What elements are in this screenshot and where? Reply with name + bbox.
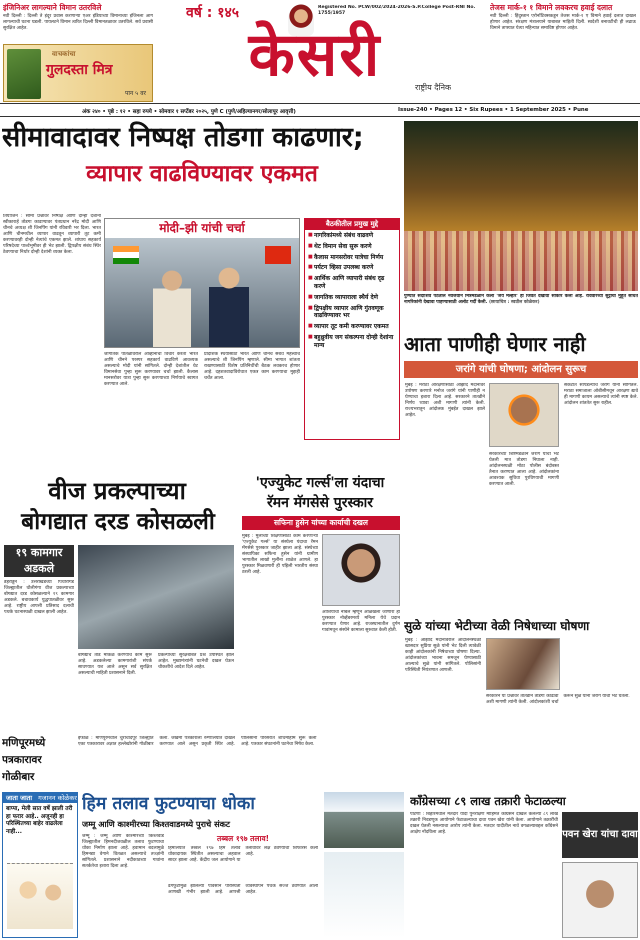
manipur-body: इंफाळ : मणिपूरमधील चुराचांदपूर जिल्ह्यात एका पत्रकारावर अज्ञात हल्लेखोरांनी गोळीबार केला. जखमी पत्रकाराला रुग्णालयात दाखल करण्यात आले असून प्रकृती स्थिर आहे. पोलिसांनी परिसरात शोधमोहीम सुरू केली आहे. पत्रकार संघटनांनी घटनेचा निषेध केला.	[78, 736, 317, 747]
congress-body: पाटणा : बिहारमधील मतदार यादी पुनरीक्षण मोहिमेत काँग्रेसने दाखल केलेल्या ८९ लाख तक्रारी निवडणूक आयोगाने फेटाळल्याचा दावा पवन खेरा यांनी केला. आयोगाने तक्रारींची दखल घेतली नसल्याचा आरोप त्यांनी केला. मतदार यादीतील नावे वगळल्याबद्दल काँग्रेसने आक्षेप नोंदविला आहे.	[410, 812, 558, 835]
supplement-title: गुलदस्ता मित्र	[46, 62, 113, 78]
right-promo-heading: तेजस मार्क-१ १ विमाने लवकरच हवाई दलात	[490, 3, 613, 12]
glacier-body-3: ढगफुटीमुळे झालेल्या पावसाने परिस्थिती आणखी गंभीर झाली आहे. आपत्ती व्यवस्थापन पथके सज्ज ठेवण्यात आली आहेत.	[168, 884, 318, 895]
award-headline-2: रॅमन मॅगसेसे पुरस्कार	[266, 495, 374, 511]
bullet-icon: ■	[308, 293, 313, 300]
congress-side-head: पवन खेरा यांचा दावा	[562, 829, 638, 840]
right-promo-text: नवी दिल्ली : हिंदुस्तान एरोनॉटिक्सकडून तेजस मार्क-१ ए विमाने हवाई दलात दाखल होणार आहेत. संरक्षण मंत्रालयाने याबाबत माहिती दिली. स्वदेशी बनावटीची ही लढाऊ विमाने ताफ्यात येत्या महिन्यात समाविष्ट होणार आहेत.	[490, 14, 636, 31]
award-photo	[322, 534, 400, 606]
power-body: डेहराडून : उत्तराखंडच्या पिथोरागड जिल्ह्यातील धौलीगंगा वीज प्रकल्पाच्या बोगद्यात दरड कोसळल्याने १९ कामगार अडकले. बचावकार्य युद्धपातळीवर सुरू आहे. राष्ट्रीय आपत्ती प्रतिसाद दलाची पथके घटनास्थळी दाखल झाली आहेत.	[4, 580, 74, 615]
power-subhead	[4, 545, 74, 577]
india-flag	[113, 246, 139, 264]
key-points-list	[305, 230, 399, 355]
sule-headline: सुळे यांच्या भेटीच्या वेळी निषेधाच्या घोषणा	[404, 619, 590, 633]
manipur-box	[2, 735, 74, 791]
person-right	[209, 264, 249, 347]
key-point-text: व्यापार तूट कमी करण्यावर एकमत	[314, 323, 389, 331]
power-subhead-2: अडकले	[23, 562, 55, 575]
manipur-headline-1: मणिपूरमध्ये	[2, 737, 46, 749]
masthead-title: केसरी	[248, 20, 382, 90]
left-promo-text: नवी दिल्ली : दिल्ली ते इंदूर प्रवास करणाऱ्या एअर इंडियाच्या विमानाच्या इंजिनला आग लागल्याची घटना घडली. पायलटने विमान त्वरित दिल्ली विमानतळावर उतरविले. सर्व प्रवासी सुरक्षित आहेत.	[3, 14, 153, 31]
supplement-page: पान ५ वर	[124, 90, 146, 97]
festival-crowd	[404, 231, 638, 291]
key-point-item	[308, 305, 396, 321]
festival-photo-credit: (छायाचित्र : स्वप्नील कोळेकर)	[488, 300, 540, 305]
issue-info-english: Issue-240 • Pages 12 • Six Rupees • 1 September 2025 • Pune	[398, 107, 589, 113]
key-point-item	[308, 275, 396, 291]
glacier-photo	[324, 792, 404, 848]
bullet-icon: ■	[308, 333, 313, 340]
supplement-image	[7, 49, 41, 99]
festival-caption-text: पुण्यात सदाशिव पेठेतील नवजवान मित्रमंडळाने केला 'जय मल्हार' हा जिवंत देखावा साकार केला आहे. रविवारच्या सुट्टीचा मुहूर्त साधत नागरिकांनी देखावा पाहण्यासाठी अलोट गर्दी केली.	[404, 294, 638, 305]
jarange-photo	[489, 383, 559, 447]
power-headline-2: बोगद्यात दरड कोसळली	[21, 509, 215, 535]
issue-info: अंक २४० • पृष्ठे : १२ • सहा रुपये • सोमवार १ सप्टेंबर २०२५, पुणे C (पुणे/अहिल्यानगर/सोलापूर आवृत्ती)	[82, 109, 296, 115]
lead-body-col2: जागतिक पातळीवरील आव्हानांचा विचार करता भारत आणि चीनने परस्पर सहकार्य वाढविणे आवश्यक असल्याचे मोदी यांनी सांगितले. दोन्ही देशांतील थेट विमानसेवा पुन्हा सुरू करण्यावर चर्चा झाली. कैलास मानसरोवर यात्रा पुन्हा सुरू करण्याच्या निर्णयाचे स्वागत करण्यात आले.	[104, 352, 198, 387]
glacier-body-2: हिमालयात तब्बल १९७ हिम तलाव धोकादायक स्थितीत असल्याचा अहवाल सादर झाला आहे. केंद्रीय जल आयोगाने या तलावांवर लक्ष ठेवण्याची शिफारस केली आहे.	[168, 846, 318, 863]
lead-headline-1: सीमावादावर निष्पक्ष तोडगा काढणार;	[2, 122, 364, 153]
glacier-alert: तब्बल १९७ तलाव!	[216, 834, 270, 843]
jarange-headline: आता पाणीही घेणार नाही	[404, 332, 586, 356]
cartoon-title-bar	[3, 793, 77, 803]
glacier-headline: हिम तलाव फुटण्याचा धोका	[82, 794, 255, 814]
key-point-item	[308, 323, 396, 331]
lead-body-col3: प्रादेशिक स्थैर्यासाठी भारत आणि चीनचे संबंध महत्त्वाचे असल्याचे शी जिनपिंग म्हणाले. सीमा भागात शांतता राखण्यासाठी विशेष प्रतिनिधींची बैठक लवकरच होणार आहे. दहशतवादाविरोधात एकत्र काम करण्याचा मुद्दाही चर्चेत आला.	[204, 352, 300, 381]
bullet-icon: ■	[308, 275, 313, 282]
congress-side-box	[562, 812, 638, 858]
award-body: मुंबई : मुलींच्या शिक्षणासाठी काम करणाऱ्या 'एज्युकेट गर्ल्स' या संस्थेला यंदाचा रॅमन मॅगसेसे पुरस्कार जाहीर झाला आहे. संस्थेच्या संस्थापिका सफिना हुसेन यांनी ग्रामीण भागातील लाखो मुलींना शाळेत आणले. हा पुरस्कार मिळवणारी ही पहिली भारतीय संस्था ठरली आहे.	[242, 534, 318, 575]
key-point-text: थेट विमान सेवा सुरू करणे	[314, 242, 372, 250]
key-point-text: आर्थिक आणि व्यापारी संबंध दृढ करणे	[314, 275, 385, 290]
bullet-icon: ■	[308, 253, 313, 260]
key-point-item	[308, 243, 396, 251]
jarange-body-col1: मुंबई : मराठा आरक्षणासाठी आझाद मैदानावर उपोषण करणारे मनोज जरांगे यांनी पाणीही न घेण्याचा इशारा दिला आहे. सरकारने तातडीने निर्णय घ्यावा अशी मागणी त्यांनी केली. राज्यभरातून आंदोलक मुंबईत दाखल झाले आहेत.	[405, 383, 485, 418]
key-points-box	[304, 218, 400, 440]
key-point-text: पर्यटन व्हिसा उपलब्ध करणे	[314, 264, 374, 272]
person-left	[153, 266, 191, 347]
jarange-body-col3: संकटात सापडल्याचे जरांगे यांनी सांगितले. मराठा समाजाला ओबीसीमधून आरक्षण द्यावे ही मागणी कायम असल्याचे त्यांनी स्पष्ट केले. आंदोलन शांततेत सुरू राहील.	[564, 383, 638, 406]
left-promo	[3, 3, 153, 103]
key-point-text: कैलास मानसरोवर यात्रेचा निर्णय	[314, 253, 384, 261]
jarange-body-col2: सरकारच्या शिष्टमंडळाने जरांगे यांची भेट घेतली मात्र तोडगा निघाला नाही. आंदोलनस्थळी मोठा पोलीस बंदोबस्त तैनात करण्यात आला आहे. आंदोलकांना आवश्यक सुविधा पुरविण्याची मागणी करण्यात आली.	[489, 452, 559, 487]
key-point-item	[308, 264, 396, 272]
sule-body-2: सरकारने या प्रश्नावर तातडीने तोडगा काढावा अशी मागणी त्यांनी केली. आंदोलकांशी चर्चा करून सुळे यांनी जरांगे यांची भेट घेतली.	[486, 694, 630, 705]
key-point-text: द्विपक्षीय व्यापार आणि गुंतवणूक वाढविण्यावर भर	[314, 304, 384, 320]
bullet-icon: ■	[308, 242, 313, 249]
lead-headline-2: व्यापार वाढविण्यावर एकमत	[86, 161, 318, 187]
dateline-bar	[0, 103, 640, 117]
bullet-icon: ■	[308, 304, 313, 311]
glacier-photo-note	[324, 852, 404, 938]
congress-headline: काँग्रेसच्या ८९ लाख तक्रारी फेटाळल्या	[410, 794, 566, 808]
key-point-text: बहुध्रुवीय जग संकल्पना दोन्ही देशांना मान्य	[314, 333, 394, 349]
festival-caption	[404, 294, 638, 324]
bullet-icon: ■	[308, 323, 313, 330]
bullet-icon: ■	[308, 264, 313, 271]
cartoon-artist: गजानन कोळेकर	[38, 794, 77, 802]
manipur-headline-3: गोळीबार	[2, 771, 35, 783]
award-headline-1: 'एज्युकेट गर्ल्स'ला यंदाचा	[255, 475, 385, 491]
glacier-subhead: जम्मू आणि काश्मीरच्या किश्तवाडमध्ये पुराचे संकट	[82, 819, 231, 829]
supplement-box[interactable]	[3, 44, 153, 102]
award-subhead: सफिना हुसेन यांच्या कार्याची दखल	[242, 516, 400, 530]
key-point-text: जागतिक व्यापाराला स्थैर्य देणे	[314, 293, 378, 301]
cartoon-drawing	[7, 863, 73, 929]
lead-photo-frame	[104, 218, 300, 348]
manipur-headline-2: पत्रकारावर	[2, 754, 42, 766]
congress-photo	[562, 862, 638, 938]
cartoon-box	[2, 792, 78, 938]
key-point-item	[308, 232, 396, 240]
power-body-2: बोगद्याचे तोंड मोकळे करण्याचे काम सुरू आहे. अडकलेल्या कामगारांशी संपर्क साधण्यात यश आले असून सर्व सुरक्षित असल्याची माहिती प्रशासनाने दिली.	[78, 653, 152, 676]
key-point-item	[308, 294, 396, 302]
supplement-label: वाचकांचा	[52, 50, 76, 58]
key-point-text: नागरिकांमध्ये संबंध वाढवणे	[314, 232, 374, 239]
key-points-title: बैठकीतील प्रमुख मुद्दे	[305, 219, 399, 230]
china-flag	[265, 246, 291, 264]
festival-photo	[404, 121, 638, 291]
lead-photo-caption: मोदी–झी यांची चर्चा	[105, 219, 299, 238]
cartoon-speech: बाप्पा, मेली सात वर्षे झाली तरी हा फरार आहे.. अजूनही हा परिस्थितच्या बाहेर वाढलेला नाही...	[6, 806, 73, 835]
power-body-3: प्रकल्पाच्या सुरक्षेबाबत प्रश्न उपस्थित झाले आहेत. मुख्यमंत्र्यांनी घटनेची दखल घेऊन चौकशीचे आदेश दिले आहेत.	[158, 653, 234, 670]
sule-body: मुंबई : आझाद मैदानावरील आंदोलनस्थळी खासदार सुप्रिया सुळे यांनी भेट दिली त्यावेळी काही आंदोलकांनी निषेधाच्या घोषणा दिल्या. आंदोलकांच्या भावना समजून घेण्यासाठी आल्याचे सुळे यांनी सांगितले. पोलिसांनी परिस्थिती नियंत्रणात आणली.	[405, 638, 481, 673]
tunnel-photo	[78, 545, 234, 649]
lead-photo	[105, 238, 299, 347]
cartoon-title: जाता जाता	[6, 794, 33, 802]
masthead-subtitle: राष्ट्रीय दैनिक	[415, 83, 452, 92]
power-subhead-1: १९ कामगार	[15, 546, 63, 559]
power-headline-1: वीज प्रकल्पाच्या	[48, 477, 186, 505]
key-point-item	[308, 254, 396, 262]
award-body-2: आशियाचा नोबेल म्हणून ओळखला जाणारा हा पुरस्कार नोव्हेंबरमध्ये मनिला येथे प्रदान करण्यात येणार आहे. राजस्थानातील दुर्गम गावांमधून संस्थेने कामाला सुरुवात केली होती.	[322, 610, 400, 633]
right-promo	[490, 3, 636, 103]
jarange-subhead: जरांगे यांची घोषणा; आंदोलन सुरूच	[404, 361, 638, 378]
left-promo-heading: इंजिनिअर लागल्याने विमान उतरविले	[3, 3, 102, 12]
glacier-body: जम्मू : जम्मू आणि काश्मीरच्या किश्तवाड जिल्ह्यातील हिमनदीजवळील तलाव फुटण्याचा धोका निर्माण झाला आहे. हवामान बदलामुळे हिमनद्या वेगाने वितळत असल्याचे तज्ज्ञांनी सांगितले. प्रशासनाने नदीकाठच्या गावांना सतर्कतेचा इशारा दिला आहे.	[82, 834, 164, 869]
sule-photo	[486, 638, 560, 690]
bullet-icon: ■	[308, 232, 313, 238]
registration: Registered No. PCW/002/2024-2026-S.P.College Post-RNI No. 1755/1957	[318, 5, 476, 16]
lead-body-col1: तियांजिन : सीमा प्रश्नावर निष्पक्ष आणि दोन्ही देशांना स्वीकारार्ह तोडगा काढण्यावर पंतप्रधान नरेंद्र मोदी आणि चीनचे अध्यक्ष शी जिनपिंग यांनी रविवारी भर दिला. भारत आणि चीनमधील व्यापार वाढवून व्यापारी तूट कमी करण्यावरही दोन्ही नेत्यांचे एकमत झाले. शांघाय सहकार्य परिषदेच्या पार्श्वभूमीवर ही भेट झाली. द्विपक्षीय संबंध स्थिर ठेवण्याचा निर्धार दोन्ही देशांनी व्यक्त केला.	[3, 214, 101, 255]
key-point-item	[308, 334, 396, 350]
year-label: वर्ष : १४५	[186, 5, 240, 21]
